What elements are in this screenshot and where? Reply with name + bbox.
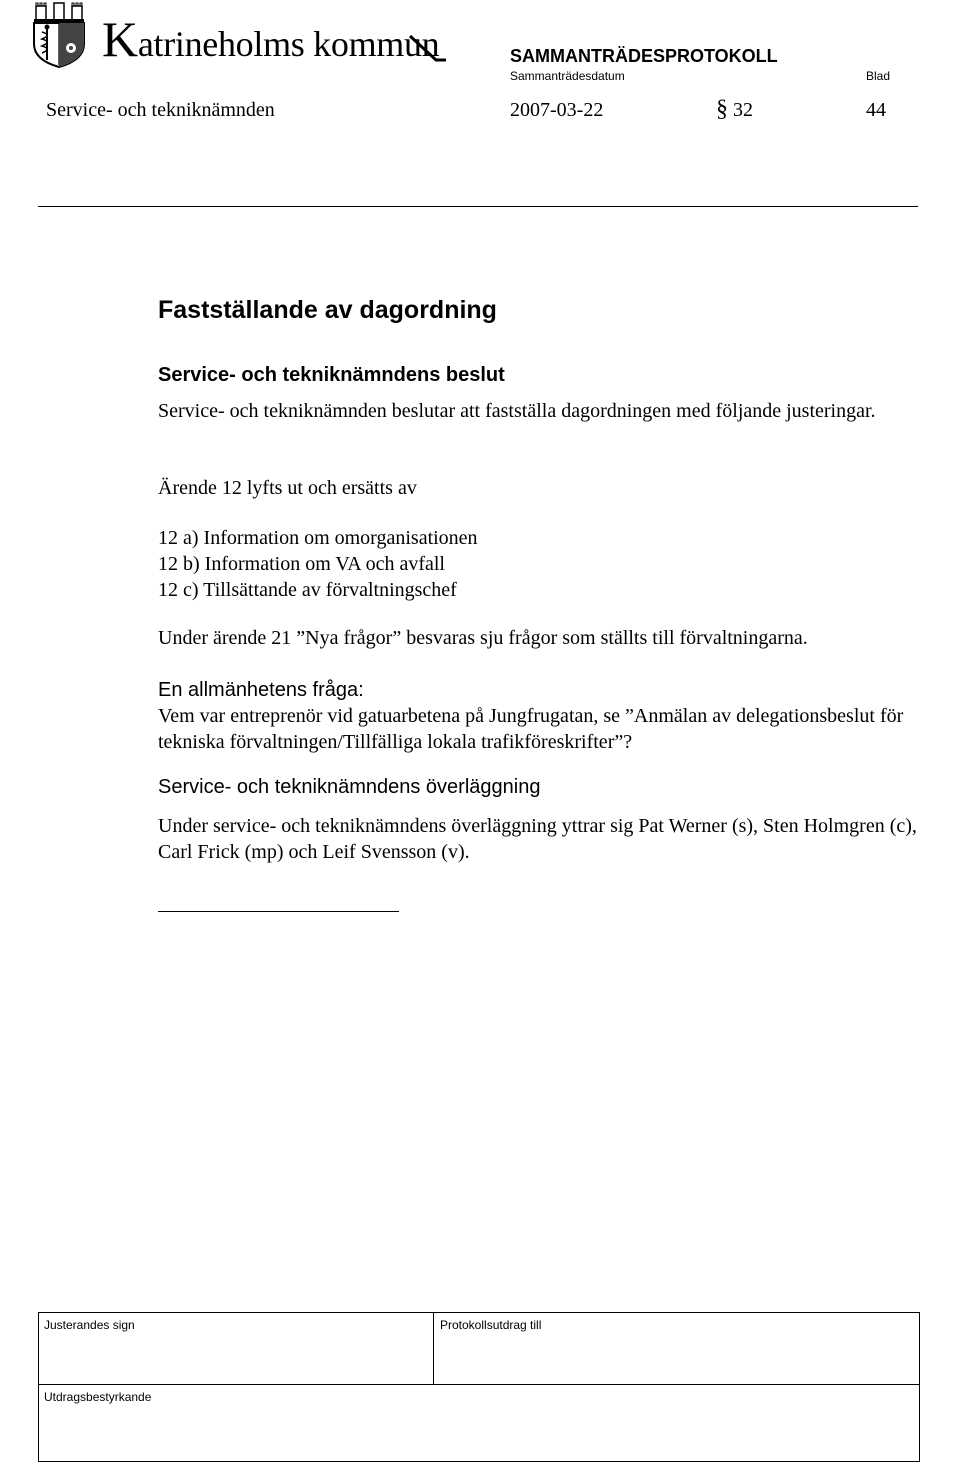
meeting-date-label: Sammanträdesdatum xyxy=(510,69,625,83)
extract-to-label: Protokollsutdrag till xyxy=(440,1318,542,1332)
public-question-label: En allmänhetens fråga: xyxy=(158,679,364,701)
list-item: 12 c) Tillsättande av förvaltningschef xyxy=(158,579,457,601)
item21-note: Under ärende 21 ”Nya frågor” besvaras sju frågor som ställts till förvaltningarna. xyxy=(158,627,808,649)
adjuster-sign-label: Justerandes sign xyxy=(44,1318,135,1332)
paragraph-sign: § xyxy=(716,96,728,122)
signature-box-divider-horizontal xyxy=(38,1384,920,1385)
municipal-crest-icon xyxy=(30,2,88,68)
signature-box-divider-vertical xyxy=(433,1312,434,1384)
extract-certification-label: Utdragsbestyrkande xyxy=(44,1390,152,1404)
deliberation-text: Under service- och tekniknämndens överläggning yttrar sig Pat Werner (s), Sten Holmgren (c), Carl Frick (mp) och Leif Svensson (v). xyxy=(158,815,917,863)
deliberation-heading: Service- och tekniknämndens överläggning xyxy=(158,776,541,798)
municipality-logo: Katrineholms kommun xyxy=(102,11,440,67)
page-number: 44 xyxy=(866,99,886,121)
section-title: Fastställande av dagordning xyxy=(158,296,497,324)
item12-intro: Ärende 12 lyfts ut och ersätts av xyxy=(158,477,417,499)
list-item: 12 a) Information om omorganisationen xyxy=(158,527,478,549)
page-label: Blad xyxy=(866,69,891,83)
list-item: 12 b) Information om VA och avfall xyxy=(158,553,445,575)
item12-list xyxy=(158,525,918,603)
header-divider xyxy=(38,206,918,207)
committee-name: Service- och tekniknämnden xyxy=(46,99,275,121)
document-type: SAMMANTRÄDESPROTOKOLL xyxy=(510,46,778,66)
decision-heading: Service- och tekniknämndens beslut xyxy=(158,364,505,386)
logo-wordmark-text: atrineholms kommun xyxy=(137,24,440,64)
logo-swoosh-icon xyxy=(408,34,448,64)
paragraph-number: 32 xyxy=(733,99,753,121)
public-question-text: Vem var entreprenör vid gatuarbetena på Jungfrugatan, se ”Anmälan av delegationsbeslut för tekniska förvaltningen/Tillfälliga lokala trafikföreskrifter”? xyxy=(158,705,904,753)
decision-text: Service- och tekniknämnden beslutar att fastställa dagordningen med följande justeringar. xyxy=(158,400,876,422)
end-divider xyxy=(158,911,399,912)
signature-box xyxy=(38,1312,920,1462)
meeting-date: 2007-03-22 xyxy=(510,99,604,121)
